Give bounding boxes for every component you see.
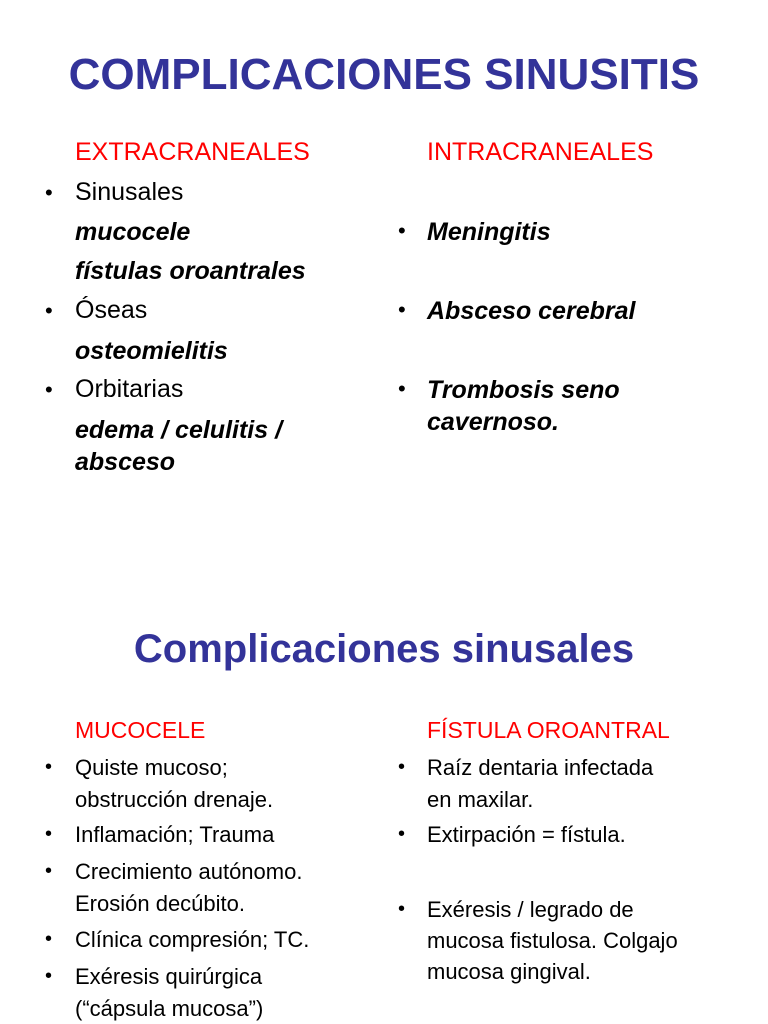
bullet-icon: •: [398, 823, 406, 845]
list-item-clinica: Clínica compresión; TC.: [75, 927, 310, 952]
sub-item-osteomielitis: osteomielitis: [75, 337, 228, 365]
bullet-icon: •: [45, 298, 53, 323]
bullet-icon: •: [398, 756, 406, 778]
list-item-exeresis-legrado-cont2: mucosa gingival.: [427, 959, 591, 984]
bullet-icon: •: [398, 376, 406, 401]
column-heading-mucocele: MUCOCELE: [75, 717, 206, 743]
list-item-quiste-cont: obstrucción drenaje.: [75, 787, 274, 812]
bullet-icon: •: [45, 823, 53, 845]
sub-item-edema: edema / celulitis /: [75, 416, 283, 444]
list-item-trombosis: Trombosis seno: [427, 376, 620, 404]
list-item-quiste: Quiste mucoso;: [75, 755, 228, 780]
sub-item-fistulas: fístulas oroantrales: [75, 257, 306, 285]
list-item-extirpacion: Extirpación = fístula.: [427, 822, 626, 847]
bullet-icon: •: [45, 965, 53, 987]
bullet-icon: •: [45, 377, 53, 402]
sub-item-absceso: absceso: [75, 448, 176, 476]
slide-complicaciones-sinusales: [0, 512, 768, 1024]
list-item-crecimiento-cont: Erosión decúbito.: [75, 891, 245, 916]
list-item-trombosis-cont: cavernoso.: [427, 408, 560, 436]
list-item-absceso-cerebral: Absceso cerebral: [427, 297, 636, 325]
bullet-icon: •: [398, 218, 406, 243]
bullet-icon: •: [45, 860, 53, 882]
column-heading-extracraneales: EXTRACRANEALES: [75, 138, 310, 166]
slide-title: COMPLICACIONES SINUSITIS: [68, 50, 700, 99]
slide-title: Complicaciones sinusales: [133, 627, 635, 671]
list-item-raiz-cont: en maxilar.: [427, 787, 534, 812]
list-item-meningitis: Meningitis: [427, 218, 551, 246]
list-item-exeresis-legrado-cont: mucosa fistulosa. Colgajo: [427, 928, 678, 953]
list-item-exeresis-cont: (“cápsula mucosa”): [75, 996, 264, 1021]
bullet-icon: •: [45, 180, 53, 205]
list-item-exeresis: Exéresis quirúrgica: [75, 964, 263, 989]
column-heading-fistula-oroantral: FÍSTULA OROANTRAL: [427, 717, 670, 743]
list-item-orbitarias: Orbitarias: [75, 375, 184, 403]
bullet-icon: •: [45, 756, 53, 778]
list-item-inflamacion: Inflamación; Trauma: [75, 822, 275, 847]
column-heading-intracraneales: INTRACRANEALES: [427, 138, 654, 166]
list-item-exeresis-legrado: Exéresis / legrado de: [427, 897, 634, 922]
list-item-sinusales: Sinusales: [75, 178, 184, 206]
bullet-icon: •: [398, 297, 406, 322]
bullet-icon: •: [45, 928, 53, 950]
list-item-crecimiento: Crecimiento autónomo.: [75, 859, 303, 884]
bullet-icon: •: [398, 898, 406, 920]
list-item-raiz: Raíz dentaria infectada: [427, 755, 654, 780]
list-item-oseas: Óseas: [75, 296, 148, 324]
sub-item-mucocele: mucocele: [75, 218, 191, 246]
